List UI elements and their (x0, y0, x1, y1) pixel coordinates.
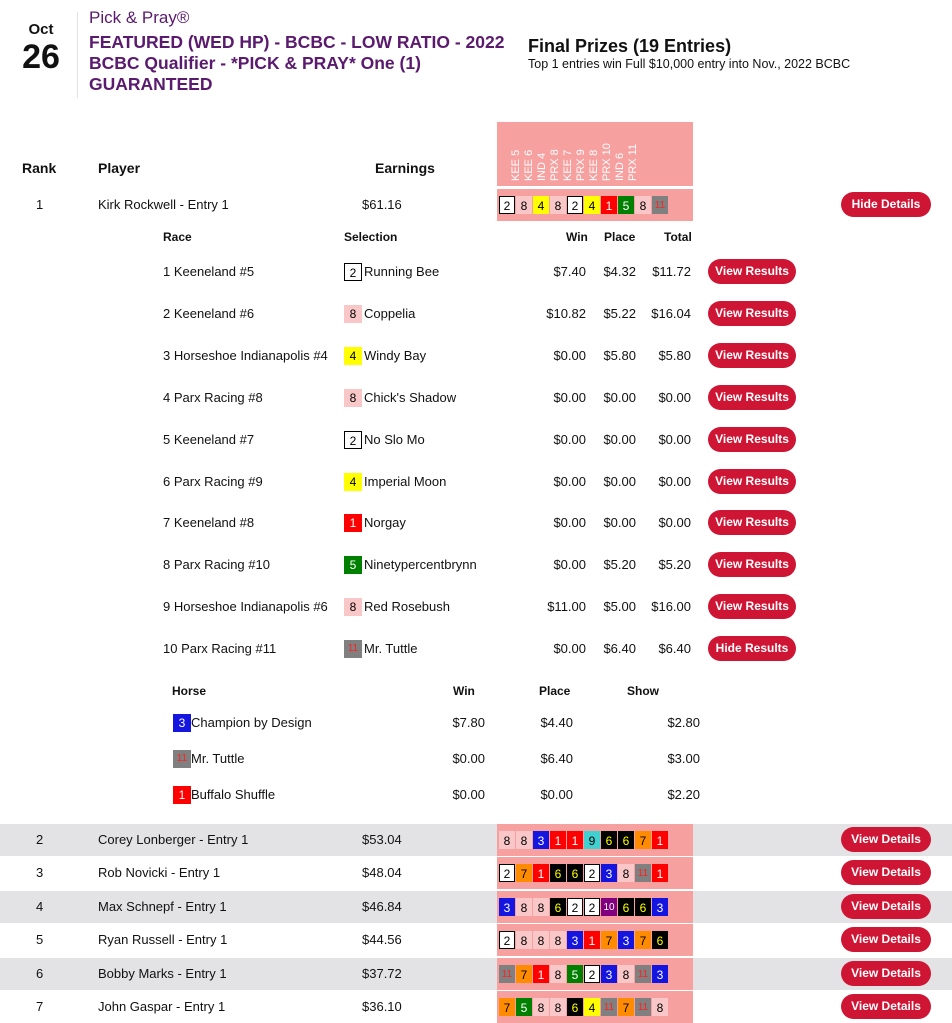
selection-horse: Running Bee (364, 264, 440, 279)
place-value: $0.00 (603, 431, 636, 447)
player-cell: Corey Lonberger - Entry 1 (98, 832, 249, 847)
win-value: $0.00 (452, 751, 485, 766)
rank-cell: 6 (36, 966, 44, 981)
pick-badge: 5 (516, 998, 532, 1016)
show-value: $2.20 (667, 787, 700, 802)
view-results-button[interactable]: View Results (708, 259, 796, 284)
view-results-button[interactable]: View Results (708, 385, 796, 410)
pick-badge: 6 (618, 898, 634, 916)
race-name: 4 Parx Racing #8 (163, 389, 263, 405)
total-value: $0.00 (658, 515, 691, 531)
pick-badge: 7 (635, 931, 651, 949)
view-results-button[interactable]: View Results (708, 594, 796, 619)
win-value: $0.00 (553, 515, 586, 531)
pick-badge: 9 (584, 831, 600, 849)
pick-badge: 8 (618, 864, 634, 882)
pick-badge: 3 (652, 965, 668, 983)
race-column-label (522, 167, 536, 181)
horse-subheader: Horse (172, 684, 207, 698)
win-value: $0.00 (452, 787, 485, 802)
race-subheader: Race (163, 230, 192, 244)
earnings-cell: $53.04 (362, 832, 402, 847)
selection-badge: 1 (344, 514, 362, 532)
pick-badge: 8 (550, 965, 566, 983)
contest-name: Pick & Pray® (89, 8, 190, 27)
win-value: $0.00 (553, 389, 586, 405)
view-results-button[interactable]: View Results (708, 427, 796, 452)
win-value: $0.00 (553, 557, 586, 573)
total-value: $16.00 (651, 599, 691, 615)
horse-badge: 11 (173, 750, 191, 768)
win-value: $0.00 (553, 347, 586, 363)
rank-cell: 3 (36, 865, 44, 880)
selection-horse: Red Rosebush (364, 599, 450, 615)
player-column-header: Player (98, 160, 141, 176)
selection-badge: 4 (344, 473, 362, 491)
view-details-button[interactable]: View Details (841, 994, 931, 1019)
pick-badge: 6 (601, 831, 617, 849)
hide-results-button[interactable]: Hide Results (708, 636, 796, 661)
pick-badge: 6 (652, 931, 668, 949)
total-value: $6.40 (658, 641, 691, 657)
earnings-cell: $61.16 (362, 197, 402, 212)
selection-badge: 2 (344, 431, 362, 449)
win-value: $10.82 (546, 305, 586, 321)
place-value: $0.00 (540, 787, 573, 802)
pick-badge: 3 (601, 864, 617, 882)
win-value: $0.00 (553, 641, 586, 657)
view-details-button[interactable]: View Details (841, 927, 931, 952)
pick-badge: 6 (550, 898, 566, 916)
pick-badge: 1 (652, 831, 668, 849)
pick-badge: 11 (601, 998, 617, 1016)
total-value: $11.72 (652, 264, 691, 279)
selection-badge: 4 (344, 347, 362, 365)
pick-badge: 11 (499, 965, 515, 983)
pick-badge: 2 (499, 196, 515, 214)
player-cell: Kirk Rockwell - Entry 1 (98, 197, 229, 212)
pick-badge: 8 (533, 898, 549, 916)
date-month: Oct (28, 21, 54, 38)
pick-badge: 8 (550, 931, 566, 949)
total-value: $0.00 (658, 473, 691, 489)
pick-badge: 8 (652, 998, 668, 1016)
place-value: $0.00 (603, 389, 636, 405)
earnings-cell: $37.72 (362, 966, 402, 981)
place-value: $5.00 (603, 599, 636, 615)
race-name: 10 Parx Racing #11 (163, 641, 277, 657)
pick-badge: 3 (601, 965, 617, 983)
pick-badge: 8 (516, 831, 532, 849)
view-results-button[interactable]: View Results (708, 301, 796, 326)
player-cell: John Gaspar - Entry 1 (98, 999, 226, 1014)
pick-badge: 11 (635, 864, 651, 882)
rank-column-header: Rank (22, 160, 57, 176)
view-details-button[interactable]: View Details (841, 860, 931, 885)
race-column-label (561, 167, 575, 181)
selection-subheader: Selection (344, 230, 398, 244)
pick-badge: 3 (499, 898, 515, 916)
pick-badge: 2 (584, 965, 600, 983)
race-column-label (574, 167, 588, 181)
view-results-button[interactable]: View Results (708, 552, 796, 577)
pick-badge: 8 (516, 196, 532, 214)
total-value: $5.20 (658, 557, 691, 573)
pick-badge: 11 (635, 965, 651, 983)
pick-badge: 6 (618, 831, 634, 849)
pick-badge: 8 (635, 196, 651, 214)
horse-name: Champion by Design (191, 715, 312, 730)
view-results-button[interactable]: View Results (708, 510, 796, 535)
pick-badge: 2 (499, 864, 515, 882)
horse-name: Mr. Tuttle (191, 751, 245, 766)
pick-badge: 8 (550, 998, 566, 1016)
pick-badge: 2 (567, 898, 583, 916)
pick-badge: 8 (533, 998, 549, 1016)
player-cell: Ryan Russell - Entry 1 (98, 932, 228, 947)
place-subheader: Place (604, 230, 636, 244)
pick-badge: 8 (516, 898, 532, 916)
win-value: $7.80 (452, 715, 485, 730)
pick-badge: 1 (550, 831, 566, 849)
win-subheader: Win (453, 684, 475, 698)
selection-horse: Mr. Tuttle (364, 641, 418, 657)
earnings-column-header: Earnings (375, 160, 435, 176)
date-day: 26 (22, 38, 60, 76)
race-name: 8 Parx Racing #10 (163, 557, 270, 573)
race-name: 9 Horseshoe Indianapolis #6 (163, 599, 328, 615)
rank-cell: 5 (36, 932, 44, 947)
pick-badge: 3 (533, 831, 549, 849)
place-value: $5.80 (603, 347, 636, 363)
player-cell: Rob Novicki - Entry 1 (98, 865, 221, 880)
pick-badge: 1 (601, 196, 617, 214)
pick-badge: 2 (584, 898, 600, 916)
rank-cell: 1 (36, 197, 44, 212)
view-details-button[interactable]: View Details (841, 894, 931, 919)
view-details-button[interactable]: View Details (841, 827, 931, 852)
horse-badge: 3 (173, 714, 191, 732)
pick-badge: 7 (635, 831, 651, 849)
pick-badge: 11 (652, 196, 668, 214)
rank-cell: 7 (36, 999, 44, 1014)
pick-badge: 4 (584, 998, 600, 1016)
selection-horse: Norgay (364, 515, 406, 531)
pick-badge: 8 (533, 931, 549, 949)
show-value: $2.80 (667, 715, 700, 730)
pick-badge: 1 (567, 831, 583, 849)
place-value: $4.40 (540, 715, 573, 730)
total-value: $0.00 (658, 389, 691, 405)
pick-badge: 8 (516, 931, 532, 949)
win-value: $0.00 (553, 431, 586, 447)
earnings-cell: $36.10 (362, 999, 402, 1014)
race-column-label (548, 167, 562, 181)
view-results-button[interactable]: View Results (708, 343, 796, 368)
rank-cell: 2 (36, 832, 44, 847)
win-value: $11.00 (547, 599, 586, 615)
pick-badge: 4 (584, 196, 600, 214)
pick-badge: 8 (618, 965, 634, 983)
selection-horse: No Slo Mo (364, 431, 425, 447)
pick-badge: 4 (533, 196, 549, 214)
prize-subtitle: Top 1 entries win Full $10,000 entry into Nov., 2022 BCBC (528, 57, 851, 71)
player-cell: Max Schnepf - Entry 1 (98, 899, 227, 914)
total-value: $16.04 (651, 305, 691, 321)
selection-badge: 8 (344, 598, 362, 616)
pick-badge: 6 (567, 864, 583, 882)
selection-badge: 8 (344, 305, 362, 323)
selection-horse: Coppelia (364, 305, 416, 321)
rank-cell: 4 (36, 899, 44, 914)
pick-badge: 3 (567, 931, 583, 949)
pick-badge: 7 (618, 998, 634, 1016)
view-details-button[interactable]: View Details (841, 961, 931, 986)
pick-badge: 6 (550, 864, 566, 882)
selection-horse: Ninetypercentbrynn (364, 557, 477, 573)
place-value: $0.00 (603, 473, 636, 489)
hide-details-button[interactable]: Hide Details (841, 192, 931, 217)
place-value: $0.00 (603, 515, 636, 531)
race-column-label: IND 6 (614, 152, 626, 181)
selection-horse: Imperial Moon (364, 473, 447, 489)
show-value: $3.00 (667, 751, 700, 766)
pick-badge: 2 (499, 931, 515, 949)
pick-badge: 2 (584, 864, 600, 882)
place-value: $6.40 (603, 641, 636, 657)
win-value: $0.00 (553, 473, 586, 489)
place-subheader: Place (539, 684, 571, 698)
pick-badge: 8 (550, 196, 566, 214)
total-value: $5.80 (658, 347, 691, 363)
pick-badge: 5 (618, 196, 634, 214)
race-name: 5 Keeneland #7 (163, 431, 255, 447)
pick-badge: 2 (567, 196, 583, 214)
race-name: 3 Horseshoe Indianapolis #4 (163, 347, 328, 363)
pick-badge: 7 (516, 864, 532, 882)
race-name: 1 Keeneland #5 (163, 264, 255, 279)
race-column-label (600, 167, 614, 181)
view-results-button[interactable]: View Results (708, 469, 796, 494)
place-value: $6.40 (540, 751, 573, 766)
race-name: 7 Keeneland #8 (163, 515, 255, 531)
race-name: 2 Keeneland #6 (163, 305, 255, 321)
pick-badge: 7 (499, 998, 515, 1016)
race-column-label (509, 167, 523, 181)
earnings-cell: $48.04 (362, 865, 402, 880)
show-subheader: Show (627, 684, 659, 698)
pick-badge: 6 (635, 898, 651, 916)
place-value: $4.32 (603, 264, 636, 279)
race-column-label (626, 167, 640, 181)
total-subheader: Total (664, 230, 692, 244)
pick-badge: 7 (516, 965, 532, 983)
place-value: $5.20 (603, 557, 636, 573)
selection-horse: Chick's Shadow (364, 389, 457, 405)
selection-horse: Windy Bay (364, 347, 427, 363)
contest-title: FEATURED (WED HP) - BCBC - LOW RATIO - 2022 BCBC Qualifier - *PICK & PRAY* One (1) GUARANTEED (89, 32, 505, 94)
selection-badge: 2 (344, 263, 362, 281)
pick-badge: 1 (584, 931, 600, 949)
earnings-cell: $44.56 (362, 932, 402, 947)
pick-badge: 1 (533, 864, 549, 882)
total-value: $0.00 (658, 431, 691, 447)
race-column-label (587, 167, 601, 181)
horse-name: Buffalo Shuffle (191, 787, 276, 802)
pick-badge: 8 (499, 831, 515, 849)
pick-badge: 11 (635, 998, 651, 1016)
win-value: $7.40 (553, 264, 586, 279)
win-subheader: Win (566, 230, 588, 244)
selection-badge: 5 (344, 556, 362, 574)
race-column-label: IND 4 (536, 152, 548, 181)
pick-badge: 10 (601, 898, 617, 916)
pick-badge: 5 (567, 965, 583, 983)
selection-badge: 8 (344, 389, 362, 407)
race-name: 6 Parx Racing #9 (163, 473, 263, 489)
header-divider (77, 12, 78, 98)
place-value: $5.22 (603, 305, 636, 321)
pick-badge: 3 (652, 898, 668, 916)
pick-badge: 3 (618, 931, 634, 949)
pick-badge: 1 (533, 965, 549, 983)
earnings-cell: $46.84 (362, 899, 402, 914)
player-cell: Bobby Marks - Entry 1 (98, 966, 227, 981)
prize-title: Final Prizes (19 Entries) (528, 36, 732, 56)
pick-badge: 7 (601, 931, 617, 949)
horse-badge: 1 (173, 786, 191, 804)
selection-badge: 11 (344, 640, 362, 658)
pick-badge: 6 (567, 998, 583, 1016)
pick-badge: 1 (652, 864, 668, 882)
